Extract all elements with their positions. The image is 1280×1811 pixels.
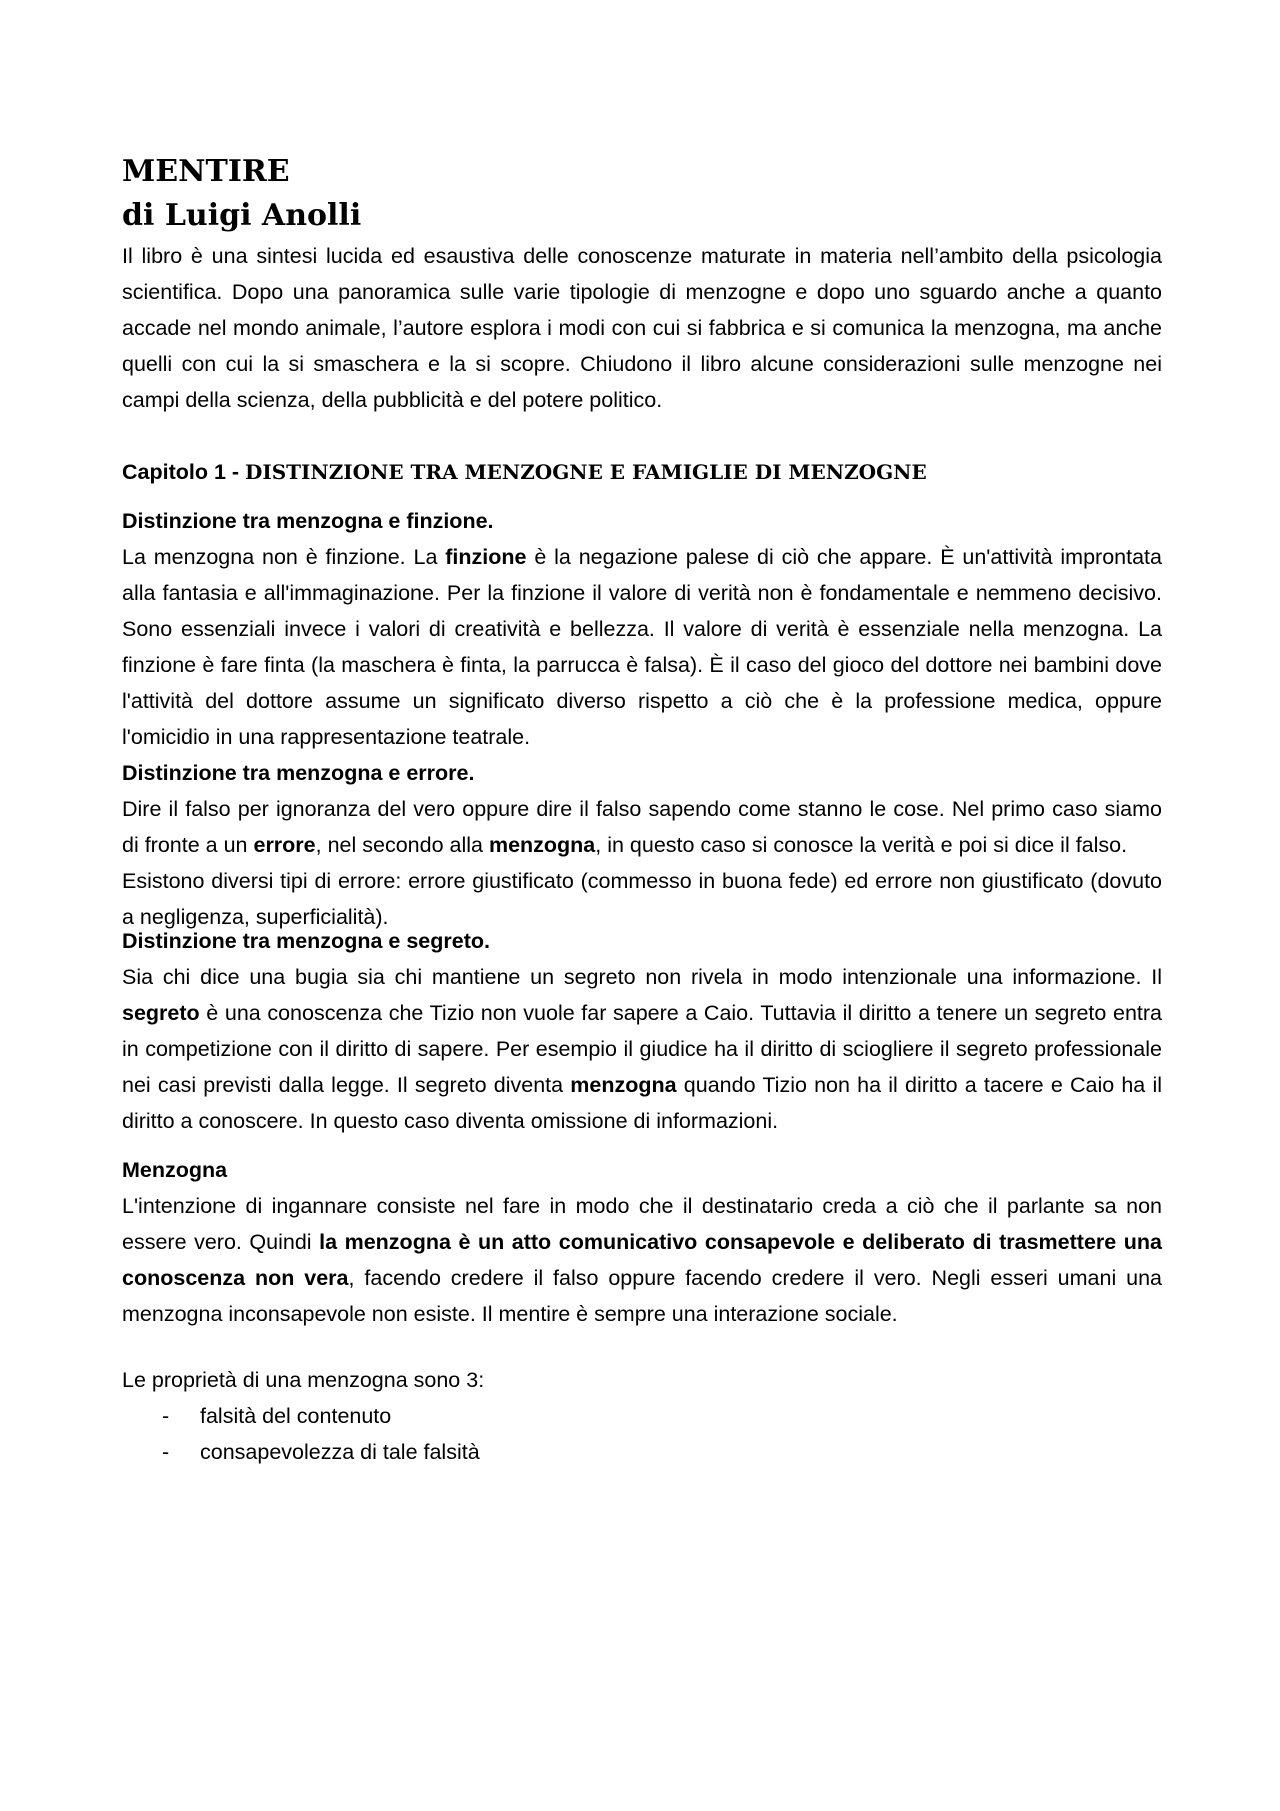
section-segreto: [122, 923, 1162, 1139]
intro-paragraph: Il libro è una sintesi lucida ed esaustiva delle conoscenze maturate in materia nell’ambito della psicologia scientifica. Dopo una panoramica sulle varie tipologie di menzogne e dopo uno sguardo anche a quanto accade nel mondo animale, l’autore esplora i modi con cui si fabbrica e si comunica la menzogna, ma anche quelli con cui la si smaschera e la si scopre. Chiudono il libro alcune considerazioni sulle menzogne nei campi della scienza, della pubblicità e del potere politico.: [122, 244, 1162, 412]
section-heading: Distinzione tra menzogna e errore.: [122, 761, 475, 785]
section-paragraph: [122, 959, 1162, 1139]
text-run: Dire il falso per ignoranza del vero oppure dire il falso sapendo come stanno le cose. Nel primo caso siamo di fronte a un: [122, 797, 1162, 857]
section-paragraph: [122, 539, 1162, 755]
bold-term: finzione: [445, 545, 527, 569]
text-run: , facendo credere il falso oppure facendo credere il vero. Negli esseri umani una menzogna inconsapevole non esiste. Il mentire è sempre una interazione sociale.: [122, 1266, 1163, 1326]
list-item-text: consapevolezza di tale falsità: [200, 1440, 480, 1464]
chapter-title: DISTINZIONE TRA MENZOGNE E FAMIGLIE DI MENZOGNE: [245, 460, 927, 484]
chapter-heading: [122, 454, 1162, 490]
text-run: quando Tizio non ha il diritto a tacere e Caio ha il diritto a conoscere. In questo caso diventa omissione di informazioni.: [122, 1073, 1163, 1133]
bold-term: errore: [253, 833, 316, 857]
bold-term: menzogna: [570, 1073, 677, 1097]
section-heading: Distinzione tra menzogna e segreto.: [122, 929, 490, 953]
list-item: [122, 1434, 1162, 1470]
intro-section: [122, 238, 1162, 418]
section-paragraph: [122, 1188, 1162, 1332]
section-heading: Distinzione tra menzogna e finzione.: [122, 509, 494, 533]
section-menzogna: [122, 1152, 1162, 1332]
document-title: [122, 150, 361, 238]
properties-list: [122, 1398, 1162, 1470]
text-run: L'intenzione di ingannare consiste nel fare in modo che il destinatario creda a ciò che il parlante sa non essere vero. Quindi: [122, 1194, 1162, 1254]
text-run: La menzogna non è finzione. La: [122, 545, 446, 569]
title-line-1: MENTIRE: [122, 154, 290, 189]
list-item: [122, 1398, 1162, 1434]
dash-bullet: -: [162, 1440, 170, 1464]
properties-section: [122, 1362, 1162, 1470]
text-run: , in questo caso si conosce la verità e poi si dice il falso.: [595, 833, 1128, 857]
section-finzione: [122, 503, 1162, 935]
section-heading: Menzogna: [122, 1158, 228, 1182]
text-run: è la negazione palese di ciò che appare. È un'attività improntata alla fantasia e all'immaginazione. Per la finzione il valore di verità non è fondamentale e nemmeno decisivo. Sono essenziali invece i valori di creatività e bellezza. Il valore di verità è essenziale nella menzogna. La finzione è fare finta (la maschera è finta, la parrucca è falsa). È il caso del gioco del dottore nei bambini dove l'attività del dottore assume un significato diverso rispetto a ciò che è la professione medica, oppure l'omicidio in una rappresentazione teatrale.: [122, 545, 1162, 749]
title-line-2: di Luigi Anolli: [122, 198, 362, 233]
chapter-prefix: Capitolo 1 -: [122, 460, 246, 484]
list-item-text: falsità del contenuto: [200, 1404, 392, 1428]
dash-bullet: -: [162, 1404, 170, 1428]
chapter-heading-block: [122, 454, 1162, 490]
text-run: , nel secondo alla: [315, 833, 489, 857]
section-paragraph: Esistono diversi tipi di errore: errore giustificato (commesso in buona fede) ed errore non giustificato (dovuto a negligenza, superficialità).: [122, 869, 1162, 929]
bold-term: segreto: [122, 1001, 200, 1025]
properties-intro: Le proprietà di una menzogna sono 3:: [122, 1368, 485, 1392]
bold-term: menzogna: [488, 833, 596, 857]
text-run: è una conoscenza che Tizio non vuole far sapere a Caio. Tuttavia il diritto a tenere un segreto entra in competizione con il diritto di sapere. Per esempio il giudice ha il diritto di sciogliere il segreto professionale nei casi previsti dalla legge. Il segreto diventa: [122, 1001, 1162, 1097]
bold-term: la menzogna è un atto comunicativo consapevole e deliberato di trasmettere una conoscenza non vera: [122, 1230, 1162, 1290]
section-paragraph: [122, 791, 1162, 863]
text-run: Sia chi dice una bugia sia chi mantiene un segreto non rivela in modo intenzionale una informazione. Il: [122, 965, 1162, 989]
